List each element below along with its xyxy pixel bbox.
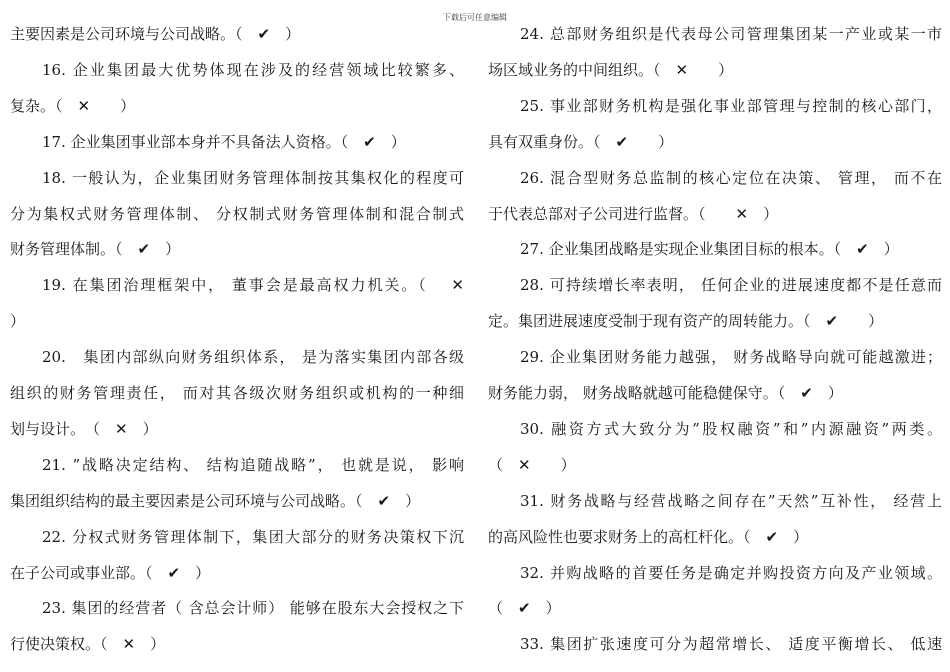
text-line: 18. 一般认为，企业集团财务管理体制按其集权化的程度可 [42,168,464,187]
text-line: 的高风险性也要求财务上的高杠杆化。（ ✔ ） [488,527,809,546]
text-line: 财务管理体制。（ ✔ ） [10,240,181,259]
text-line: 27. 企业集团战略是实现企业集团目标的根本。（ ✔ ） [520,240,899,259]
text-line: 分为集权式财务管理体制、 分权制式财务管理体制和混合制式 [10,204,464,223]
text-line: ） [10,312,26,331]
text-line: 32. 并购战略的首要任务是确定并购投资方向及产业领域。 [520,563,942,582]
text-line: （ ✕ ） [488,455,576,474]
text-line: 30. 融资方式大致分为”股权融资”和”内源融资”两类。 [520,419,942,438]
text-line: 19. 在集团治理框架中， 董事会是最高权力机关。（ ✕ [42,276,464,295]
text-line: 29. 企业集团财务能力越强， 财务战略导向就可能越激进； [520,348,942,367]
text-line: 25. 事业部财务机构是强化事业部管理与控制的核心部门， [520,96,942,115]
text-line: 31. 财务战略与经营战略之间存在”天然”互补性， 经营上 [520,491,942,510]
text-line: 集团组织结构的最主要因素是公司环境与公司战略。（ ✔ ） [10,491,421,510]
text-line: 22. 分权式财务管理体制下，集团大部分的财务决策权下沉 [42,527,464,546]
text-line: 33. 集团扩张速度可分为超常增长、 适度平衡增长、 低速 [520,635,942,654]
text-line: 于代表总部对子公司进行监督。（ ✕ ） [488,204,779,223]
text-line: 行使决策权。（ ✕ ） [10,635,166,654]
text-line: 26. 混合型财务总监制的核心定位在决策、 管理， 而不在 [520,168,942,187]
text-line: （ ✔ ） [488,599,561,618]
text-line: 财务能力弱， 财务战略就越可能稳健保守。（ ✔ ） [488,384,843,402]
page-header: 下载后可任意编辑 [443,13,507,22]
text-line: 16. 企业集团最大优势体现在涉及的经营领域比较繁多、 [42,60,464,79]
text-line: 组织的财务管理责任， 而对其各级次财务组织或机构的一种细 [10,384,464,402]
text-line: 24. 总部财务组织是代表母公司管理集团某一产业或某一市 [520,25,942,43]
text-line: 在子公司或事业部。（ ✔ ） [10,563,211,582]
text-line: 20. 集团内部纵向财务组织体系， 是为落实集团内部各级 [42,348,464,367]
text-line: 定。集团进展速度受制于现有资产的周转能力。（ ✔ ） [488,312,884,331]
text-line: 主要因素是公司环境与公司战略。（ ✔ ） [10,25,301,43]
text-line: 具有双重身份。（ ✔ ） [488,132,674,151]
text-line: 复杂。（ ✕ ） [10,96,136,115]
text-line: 17. 企业集团事业部本身并不具备法人资格。（ ✔ ） [42,132,406,151]
text-line: 28. 可持续增长率表明， 任何企业的进展速度都不是任意而 [520,276,942,295]
text-line: 划与设计。 （ ✕ ） [10,419,158,438]
text-line: 23. 集团的经营者（ 含总会计师） 能够在股东大会授权之下 [42,599,464,618]
text-line: 场区域业务的中间组织。（ ✕ ） [488,60,734,79]
text-line: 21. ”战略决定结构、 结构追随战略”， 也就是说， 影响 [42,455,464,474]
